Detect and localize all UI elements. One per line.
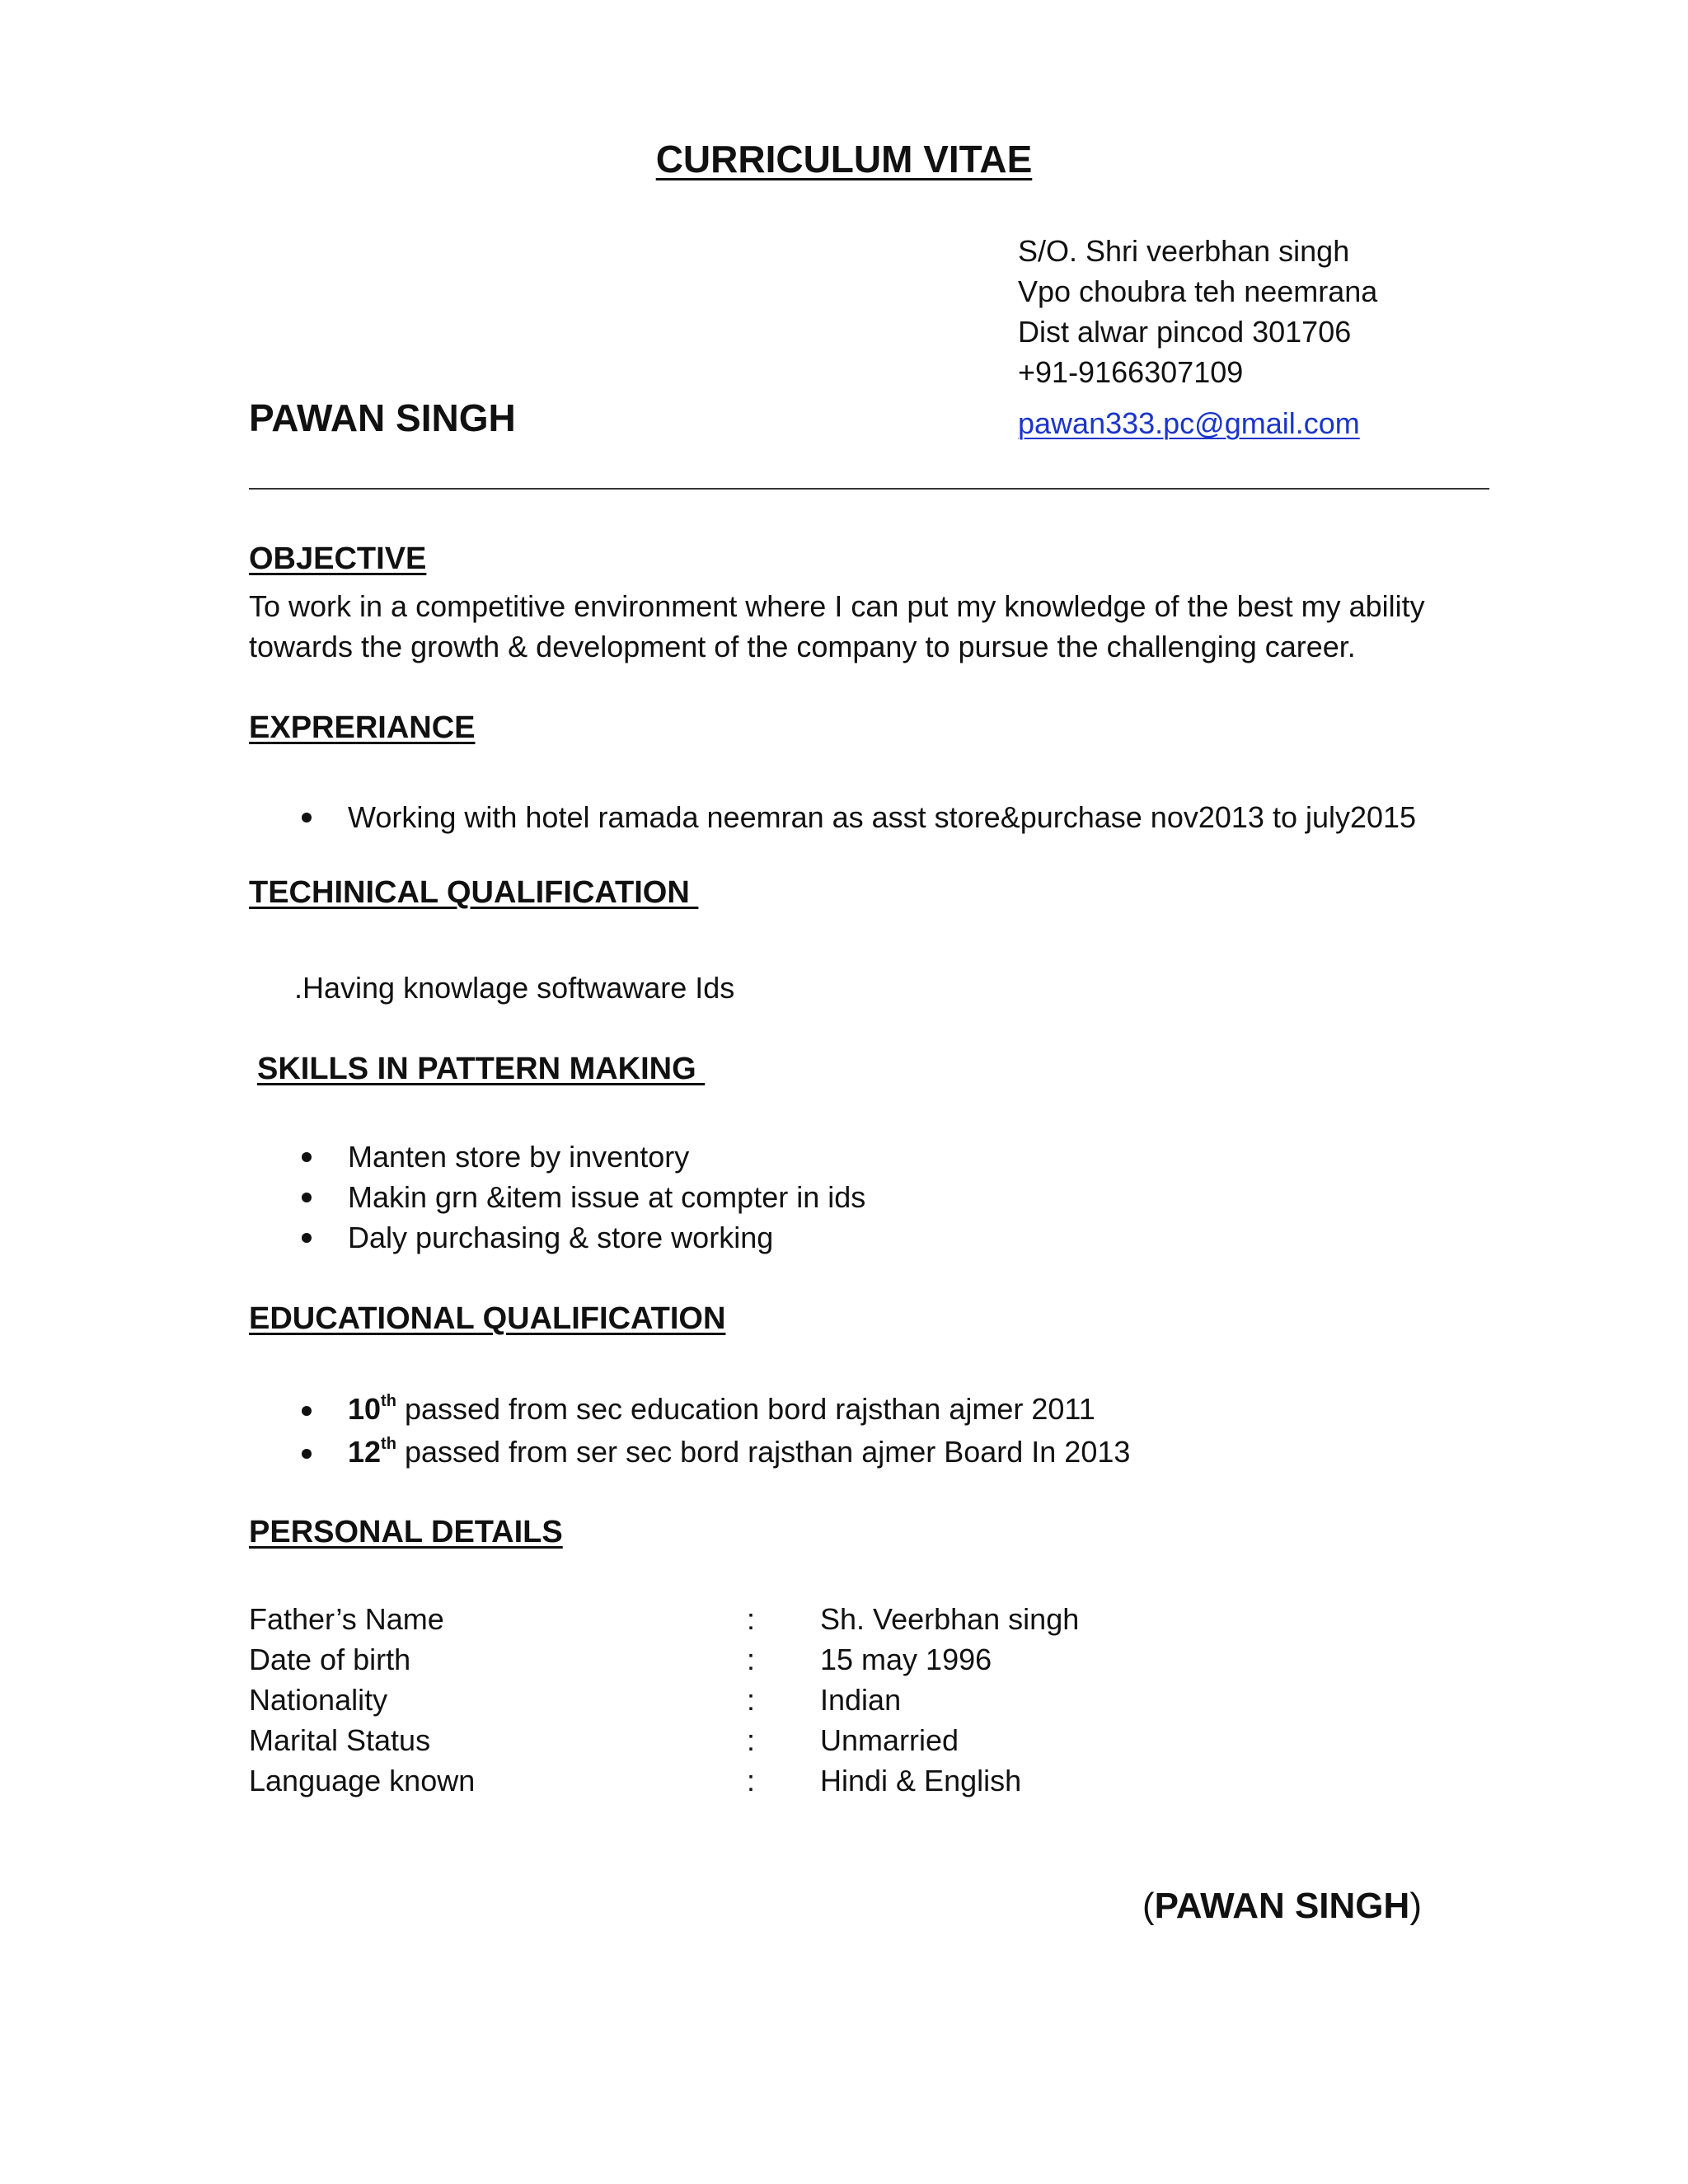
education-item-1 xyxy=(348,1389,1095,1429)
education-level-suffix: th xyxy=(381,1435,396,1453)
personal-label-language: Language known xyxy=(249,1764,476,1797)
bullet-icon xyxy=(302,813,312,823)
skills-heading: SKILLS IN PATTERN MAKING xyxy=(257,1052,706,1086)
bullet-icon xyxy=(302,1193,312,1202)
education-text: passed from sec education bord rajsthan ajmer 2011 xyxy=(396,1392,1095,1426)
header-divider xyxy=(249,488,1489,490)
education-level-suffix: th xyxy=(381,1392,396,1410)
personal-heading: PERSONAL DETAILS xyxy=(249,1515,563,1549)
personal-separator: : xyxy=(747,1764,756,1797)
personal-value-dob: 15 may 1996 xyxy=(820,1643,992,1676)
personal-separator: : xyxy=(747,1602,756,1636)
education-text: passed from ser sec bord rajsthan ajmer Board In 2013 xyxy=(396,1435,1131,1469)
personal-separator: : xyxy=(747,1683,756,1717)
email-link[interactable]: pawan333.pc@gmail.com xyxy=(1018,406,1360,440)
bullet-icon xyxy=(302,1233,312,1243)
education-item-2 xyxy=(348,1432,1130,1472)
experience-item: Working with hotel ramada neemran as asst store&purchase nov2013 to july2015 xyxy=(348,800,1417,834)
signature-close-paren: ) xyxy=(1409,1886,1422,1926)
personal-separator: : xyxy=(747,1643,756,1676)
bullet-icon xyxy=(302,1406,312,1416)
education-level: 10 xyxy=(348,1392,382,1426)
education-level: 12 xyxy=(348,1435,382,1469)
objective-line-2: towards the growth & development of the company to pursue the challenging career. xyxy=(249,630,1356,663)
education-heading: EDUCATIONAL QUALIFICATION xyxy=(249,1301,726,1336)
personal-label-dob: Date of birth xyxy=(249,1643,411,1676)
experience-heading: EXPRERIANCE xyxy=(249,710,476,745)
skill-item-3: Daly purchasing & store working xyxy=(348,1221,774,1254)
personal-value-father: Sh. Veerbhan singh xyxy=(820,1602,1080,1636)
signature xyxy=(1142,1883,1422,1929)
objective-heading: OBJECTIVE xyxy=(249,541,427,576)
document-title: CURRICULUM VITAE xyxy=(655,138,1033,180)
objective-line-1: To work in a competitive environment where I can put my knowledge of the best my ability xyxy=(249,589,1425,623)
address-line-2: Vpo choubra teh neemrana xyxy=(1018,274,1378,308)
bullet-icon xyxy=(302,1449,312,1459)
signature-name: PAWAN SINGH xyxy=(1154,1886,1410,1926)
personal-label-nationality: Nationality xyxy=(249,1683,388,1717)
technical-text: .Having knowlage softwaware Ids xyxy=(294,971,735,1005)
address-line-3: Dist alwar pincod 301706 xyxy=(1018,315,1352,349)
technical-heading: TECHINICAL QUALIFICATION xyxy=(249,875,699,910)
personal-separator: : xyxy=(747,1723,756,1757)
candidate-name: PAWAN SINGH xyxy=(249,396,516,439)
personal-label-marital: Marital Status xyxy=(249,1723,431,1757)
bullet-icon xyxy=(302,1152,312,1162)
personal-value-marital: Unmarried xyxy=(820,1723,959,1757)
personal-label-father: Father’s Name xyxy=(249,1602,444,1636)
signature-open-paren: ( xyxy=(1142,1886,1155,1926)
phone-number: +91-9166307109 xyxy=(1018,355,1244,389)
address-line-1: S/O. Shri veerbhan singh xyxy=(1018,234,1350,268)
personal-value-nationality: Indian xyxy=(820,1683,902,1717)
skill-item-2: Makin grn &item issue at compter in ids xyxy=(348,1180,866,1214)
skill-item-1: Manten store by inventory xyxy=(348,1140,690,1174)
personal-value-language: Hindi & English xyxy=(820,1764,1022,1797)
